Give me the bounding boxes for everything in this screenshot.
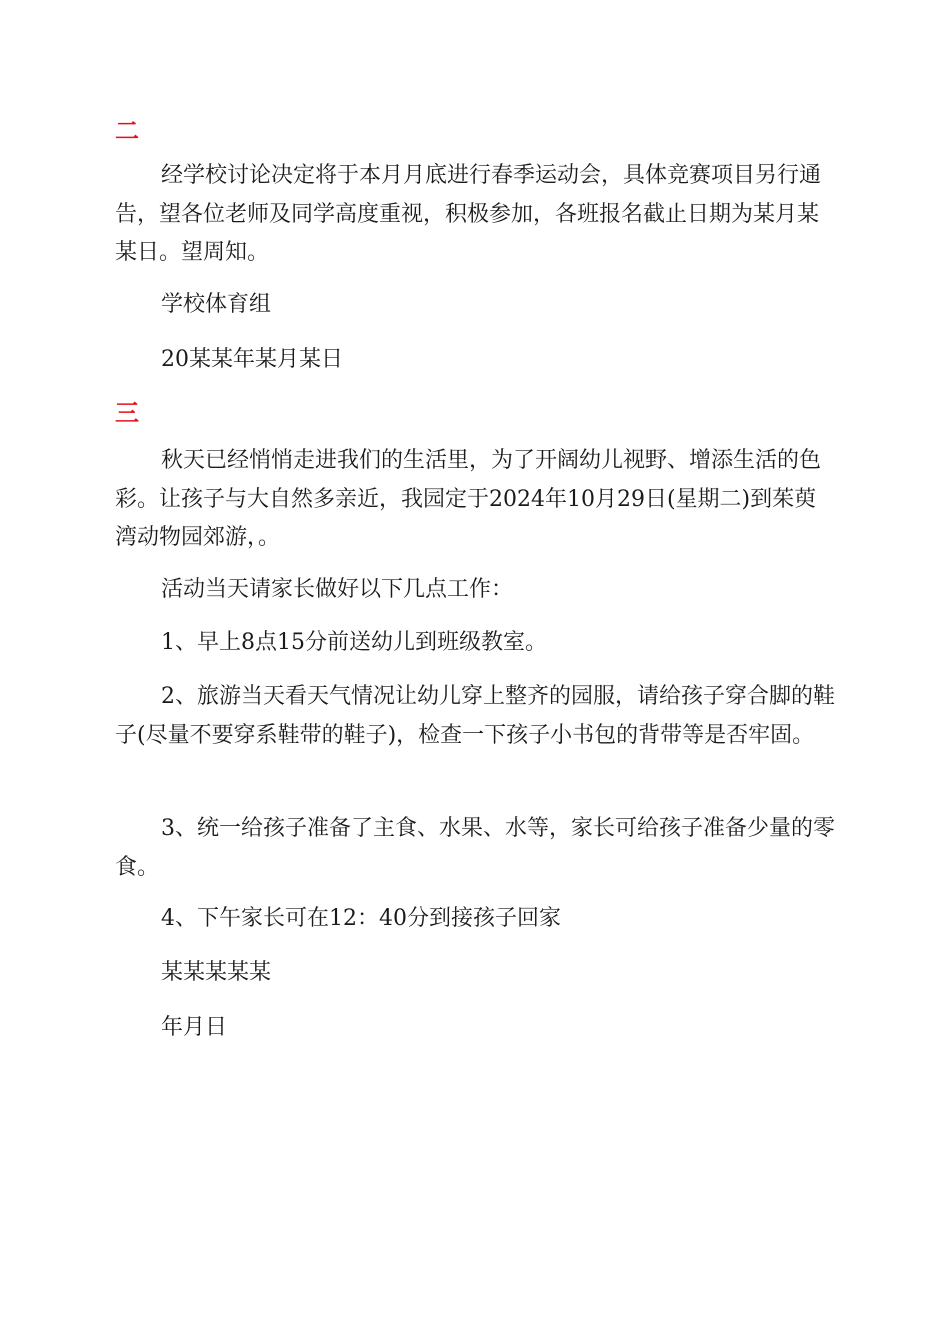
lead-line: 活动当天请家长做好以下几点工作：	[161, 577, 514, 602]
intro-paragraph: 秋天已经悄悄走进我们的生活里，为了开阔幼儿视野、增添生活的色彩。让孩子与大自然多亲近，我园定于2024年10月29日(星期二)到茱萸湾动物园郊游，。	[115, 448, 822, 550]
signature-line: 学校体育组	[161, 292, 272, 317]
notice-paragraph: 经学校讨论决定将于本月月底进行春季运动会，具体竞赛项目另行通告，望各位老师及同学高度重视，积极参加，各班报名截止日期为某月某某日。望周知。	[115, 163, 822, 265]
section-heading-2: 二	[115, 117, 139, 145]
list-item: 2、旅游当天看天气情况让幼儿穿上整齐的园服，请给孩子穿合脚的鞋子(尽量不要穿系鞋带的鞋子)，检查一下孩子小书包的背带等是否牢固。	[115, 684, 835, 748]
list-item: 4、下午家长可在12：40分到接孩子回家	[161, 906, 561, 931]
list-item: 1、早上8点15分前送幼儿到班级教室。	[161, 630, 547, 655]
list-item: 3、统一给孩子准备了主食、水果、水等，家长可给孩子准备少量的零食。	[115, 816, 835, 880]
section-heading-3: 三	[115, 399, 139, 427]
date-line: 年月日	[161, 1015, 228, 1040]
signature-line: 某某某某某	[161, 960, 272, 985]
date-line: 20某某年某月某日	[161, 347, 343, 372]
